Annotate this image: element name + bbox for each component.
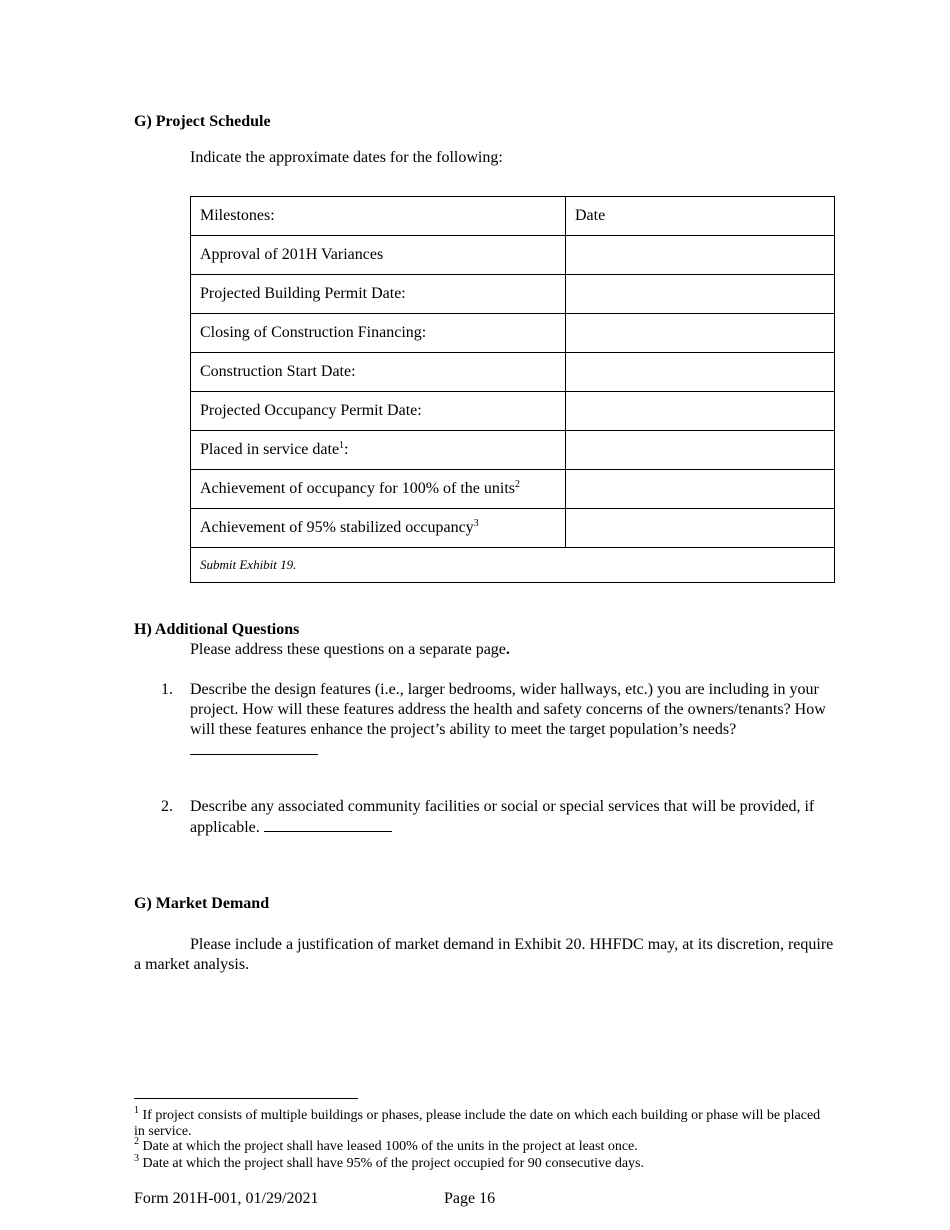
footnote-number: 2 — [134, 1136, 139, 1147]
milestone-label: Construction Start Date: — [191, 353, 566, 392]
milestone-label: Closing of Construction Financing: — [191, 314, 566, 353]
question-item — [190, 680, 830, 761]
questions-intro-text: Please address these questions on a separate page — [190, 641, 506, 658]
table-note: Submit Exhibit 19. — [191, 548, 835, 583]
schedule-intro: Indicate the approximate dates for the following: — [190, 149, 503, 166]
milestones-table — [190, 196, 835, 583]
date-cell[interactable] — [566, 314, 835, 353]
date-cell[interactable] — [566, 392, 835, 431]
question-text: Describe the design features (i.e., larger bedrooms, wider hallways, etc.) you are including in your project. How will these features address the health and safety concerns of the owners/tenants? How will these features enhance the project’s ability to meet the target population’s needs? — [190, 681, 826, 738]
table-row — [191, 275, 835, 314]
footnote-text: Date at which the project shall have 95% of the project occupied for 90 consecutive days. — [139, 1156, 644, 1171]
footnote-divider — [134, 1098, 358, 1099]
section-heading-project-schedule: G) Project Schedule — [134, 113, 271, 130]
date-header: Date — [566, 197, 835, 236]
date-cell[interactable] — [566, 275, 835, 314]
questions-intro — [190, 640, 510, 660]
date-cell[interactable] — [566, 236, 835, 275]
milestones-header: Milestones: — [191, 197, 566, 236]
footnote — [134, 1105, 834, 1140]
form-identifier: Form 201H-001, 01/29/2021 — [134, 1190, 319, 1207]
footnote-ref: 2 — [515, 479, 521, 490]
table-row — [191, 353, 835, 392]
footnote — [134, 1136, 834, 1155]
milestone-label: Projected Building Permit Date: — [191, 275, 566, 314]
footnote-number: 1 — [134, 1105, 139, 1116]
answer-blank[interactable] — [264, 817, 392, 832]
footnote-text: Date at which the project shall have leased 100% of the units in the project at least once. — [139, 1139, 638, 1154]
date-cell[interactable] — [566, 509, 835, 548]
question-number: 1. — [161, 681, 173, 698]
milestone-label: Approval of 201H Variances — [191, 236, 566, 275]
section-heading-additional-questions: H) Additional Questions — [134, 621, 300, 638]
milestone-label: Projected Occupancy Permit Date: — [191, 392, 566, 431]
milestone-label-suffix: : — [344, 441, 349, 458]
milestone-label: Achievement of occupancy for 100% of the units — [200, 480, 516, 497]
date-cell[interactable] — [566, 470, 835, 509]
table-row — [191, 509, 835, 548]
section-heading-market-demand: G) Market Demand — [134, 895, 270, 912]
footnote — [134, 1153, 834, 1172]
question-number: 2. — [161, 798, 173, 815]
milestone-cell — [191, 431, 566, 470]
table-row — [191, 392, 835, 431]
answer-blank[interactable] — [190, 740, 318, 755]
milestone-label: Achievement of 95% stabilized occupancy — [200, 519, 474, 536]
page-number: Page 16 — [444, 1190, 496, 1207]
table-row — [191, 236, 835, 275]
question-text: Describe any associated community facilities or social or special services that will be provided, if applicable. — [190, 798, 815, 836]
table-note-row — [191, 548, 835, 583]
milestone-cell — [191, 509, 566, 548]
milestone-cell — [191, 470, 566, 509]
footnote-ref: 3 — [473, 518, 479, 529]
table-row — [191, 470, 835, 509]
footnote-ref: 1 — [339, 440, 345, 451]
date-cell[interactable] — [566, 353, 835, 392]
table-header-row — [191, 197, 835, 236]
footnote-number: 3 — [134, 1153, 139, 1164]
table-row — [191, 431, 835, 470]
table-row — [191, 314, 835, 353]
footnote-text: If project consists of multiple buildings or phases, please include the date on which each building or phase will be placed in service. — [134, 1108, 821, 1139]
date-cell[interactable] — [566, 431, 835, 470]
question-item — [190, 797, 830, 838]
market-demand-text: Please include a justification of market demand in Exhibit 20. HHFDC may, at its discretion, require a market analysis. — [134, 936, 834, 973]
milestone-label: Placed in service date — [200, 441, 340, 458]
questions-intro-period: . — [505, 641, 510, 658]
